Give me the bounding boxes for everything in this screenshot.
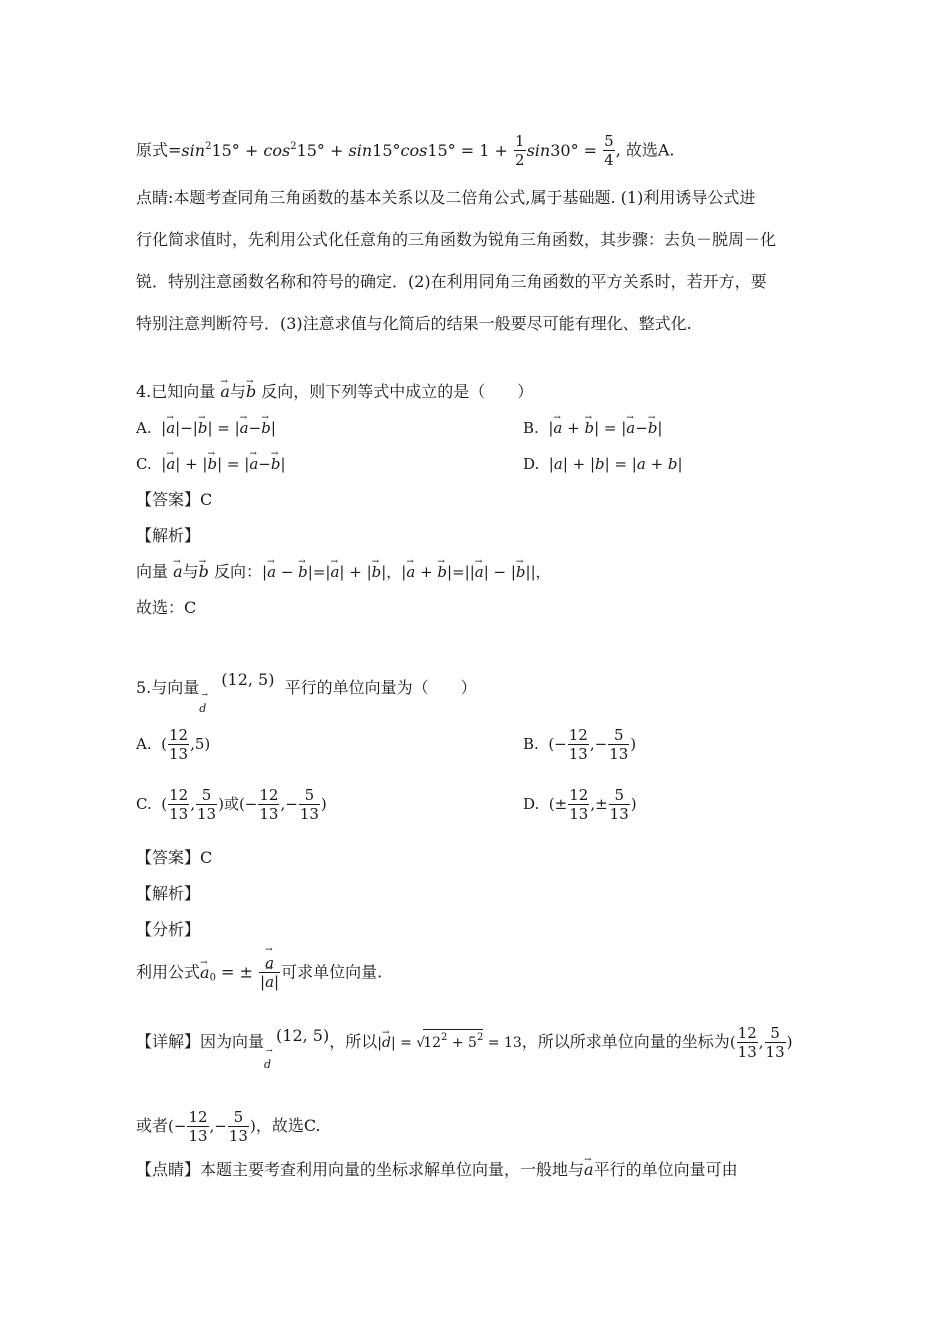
option-label: A.: [136, 735, 152, 753]
comment-text: 本题主要考查利用向量的坐标求解单位向量，一般地与: [200, 1160, 585, 1179]
q5-option-c: C. ( $\frac{12}{13}$ , $\frac{5}{13}$ )或(− $\frac{12}{13}$ ,− $\frac{5}{13}$ ): [136, 786, 327, 823]
q4-stem-text-2: 反向，则下列等式中成立的是（ ）: [261, 382, 534, 401]
formula-suffix: , 故选A.: [615, 140, 675, 160]
option-label: A.: [136, 419, 152, 437]
q4-analysis: 向量 → a与→ b 反向：|→ a − → b|=|→ a| + |→ b|，|→ a + → b|=||→ a| − |→ b||，: [136, 560, 551, 584]
comment-line-2: 行化简求值时，先利用公式化任意角的三角函数为锐角三角函数，其步骤：去负－脱周－化: [136, 230, 777, 249]
q5-fenxi-title: 【分析】: [136, 920, 201, 939]
q5-option-a: A. ( $\frac{12}{13}$ ,5): [136, 726, 211, 763]
q4-stem-text: 4.已知向量: [136, 382, 216, 401]
detail-vector-value: (12, 5): [276, 1026, 330, 1045]
q4-option-d: D. |a| + |b| = |a + b|: [523, 455, 683, 473]
comment-text-2: 平行的单位向量可由: [593, 1160, 738, 1179]
q5-answer: 【答案】C: [136, 848, 213, 867]
q5-stem: 5.与向量 d → (12, 5) 平行的单位向量为（ ）: [136, 670, 477, 715]
option-label: D.: [523, 795, 540, 813]
q5-fenxi: 利用公式→ $a_0$ = ± → $\frac{a}{|\to a|}$ 可求单位向量.: [136, 956, 382, 990]
option-label: B.: [523, 419, 539, 437]
analysis-text-2: 反向：: [214, 562, 263, 581]
q4-analysis-title: 【解析】: [136, 526, 201, 545]
option-label: C.: [136, 795, 152, 813]
analysis-text: 向量: [136, 562, 169, 581]
q4-answer: 【答案】C: [136, 490, 213, 509]
comment-line-4: 特别注意判断符号．(3)注意求值与化简后的结果一般要尽可能有理化、整式化.: [136, 314, 692, 333]
or-text: 或: [223, 795, 239, 813]
q5-stem-text-2: 平行的单位向量为（ ）: [284, 678, 477, 697]
fenxi-text: 利用公式: [136, 962, 201, 982]
q5-option-d: D. (± $\frac{12}{13}$ ,± $\frac{5}{13}$ ): [523, 786, 637, 823]
detail-text-2: ，所以: [329, 1032, 378, 1051]
formula-expression: $\sin^215^\circ + \cos^215^\circ + \sin 15^\circ\cos 15^\circ = 1$ + $\frac{1}{2}$ sin30° = $\frac{5}{4}$: [181, 132, 614, 169]
q5-detail: 【详解】因为向量 d → (12, 5)，所以|→ $d| = √12^2 + 5^2 = 13$，所以所求单位向量的坐标为( $\frac{12}{13}$ , $\frac{5}{13}$ ): [136, 1026, 793, 1060]
q5-option-b: B. (− $\frac{12}{13}$ ,− $\frac{5}{13}$ ): [523, 726, 637, 763]
q5-detail-2: 或者(− $\frac{12}{13}$ ,− $\frac{5}{13}$ )，故选C.: [136, 1108, 321, 1145]
q5-vector-value: (12, 5): [221, 670, 275, 689]
q4-option-a: A. |→ a|−|→ b| = |→ a−→ b|: [136, 416, 276, 440]
formula-prefix: 原式=: [136, 140, 182, 160]
fenxi-text-2: 可求单位向量.: [281, 962, 383, 982]
q5-comment: 【点睛】本题主要考查利用向量的坐标求解单位向量，一般地与→ a平行的单位向量可由: [136, 1158, 738, 1182]
comment-title: 【点睛】: [136, 1160, 201, 1179]
q5-analysis-title: 【解析】: [136, 884, 201, 903]
detail-text: 因为向量: [200, 1032, 265, 1051]
q4-option-b: B. |→ a + → b| = |→ a−→ b|: [523, 416, 662, 440]
option-label: B.: [523, 735, 539, 753]
detail-text-3: ，所以所求单位向量的坐标为: [521, 1032, 730, 1051]
option-label: C.: [136, 455, 152, 473]
comment-line-1: 点睛:本题考查同角三角函数的基本关系以及二倍角公式,属于基础题. (1)利用诱导公式进: [136, 188, 756, 207]
q5-stem-text: 5.与向量: [136, 678, 200, 697]
comment-line-3: 锐．特别注意函数名称和符号的确定．(2)在利用同角三角函数的平方关系时，若开方，要: [136, 272, 767, 291]
q4-option-c: C. |→ a| + |→ b| = |→ a−→ b|: [136, 452, 286, 476]
sqrt-value: = 13: [487, 1035, 522, 1051]
detail-title: 【详解】: [136, 1032, 201, 1051]
detail-text-4: 或者: [136, 1116, 169, 1135]
q4-conclusion: 故选：C: [136, 598, 197, 617]
q4-stem: 4.已知向量 → a与→ b 反向，则下列等式中成立的是（ ）: [136, 380, 533, 404]
detail-text-5: ，故选C.: [255, 1116, 321, 1135]
option-label: D.: [523, 455, 540, 473]
formula-line: [136, 134, 675, 168]
